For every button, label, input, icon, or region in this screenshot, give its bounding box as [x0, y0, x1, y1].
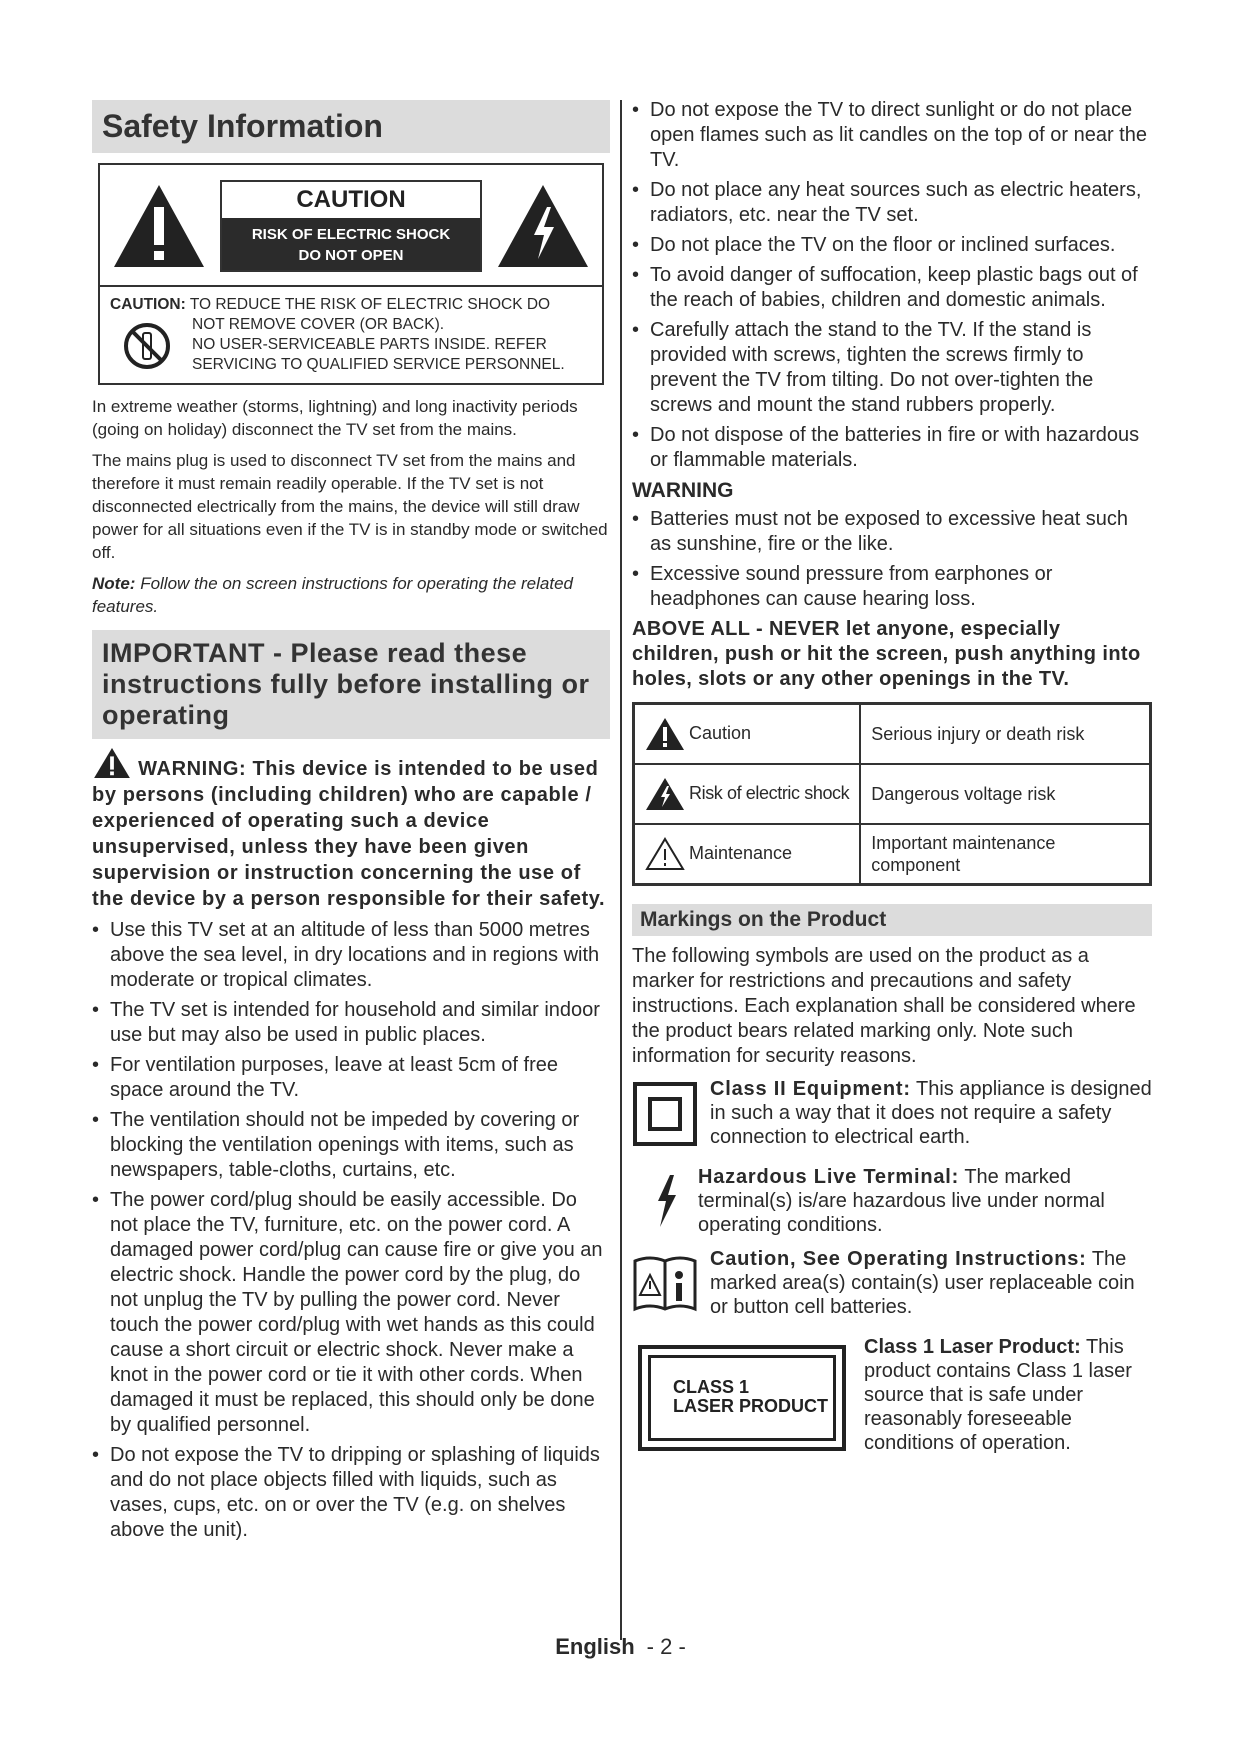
caution-label-box	[98, 163, 604, 385]
table-row	[634, 704, 1151, 765]
symbol-name: Caution	[689, 722, 752, 743]
laser-label-line: CLASS 1	[673, 1377, 750, 1397]
table-row	[634, 824, 1151, 885]
symbol-meaning: Serious injury or death risk	[860, 704, 1150, 765]
footer-language: English	[555, 1634, 635, 1659]
weather-paragraph: In extreme weather (storms, lightning) and long inactivity periods (going on holiday) disconnect the TV set from the mains.	[92, 397, 578, 439]
left-column	[92, 100, 610, 1548]
column-divider	[620, 100, 622, 1640]
caution-heading: CAUTION	[296, 186, 406, 213]
warning-paragraph	[92, 747, 610, 912]
warning-triangle-icon	[92, 747, 132, 779]
note-text: Follow the on screen instructions for operating the related features.	[92, 574, 573, 616]
symbol-meaning: Important maintenance component	[860, 824, 1150, 885]
symbol-name: Risk of electric shock	[689, 782, 850, 803]
marking-see-instructions	[632, 1247, 1152, 1327]
no-service-icon	[122, 321, 172, 371]
maintenance-icon	[645, 837, 685, 871]
list-item: • Use this TV set at an altitude of less than 5000 metres above the sea level, in dry locations and in regions with moderate or tropical climates.	[92, 918, 610, 993]
caution-word: CAUTION:	[110, 296, 186, 313]
note-label: Note:	[92, 574, 136, 593]
right-column	[632, 98, 1152, 1455]
list-item: • To avoid danger of suffocation, keep plastic bags out of the reach of babies, children and domestic animals.	[632, 263, 1152, 313]
list-item: • The ventilation should not be impeded by covering or blocking the ventilation openings with items, such as newspapers, table-cloths, curtains, etc.	[92, 1108, 610, 1183]
marking-class-ii	[632, 1077, 1152, 1157]
class-ii-icon	[632, 1081, 698, 1147]
caution-line: NOT REMOVE COVER (OR BACK).	[192, 316, 445, 333]
page-number: - 2 -	[646, 1634, 686, 1659]
caution-line: SERVICING TO QUALIFIED SERVICE PERSONNEL.	[192, 356, 565, 373]
list-item: • Do not expose the TV to direct sunlight or do not place open flames such as lit candles on the top of or near the TV.	[632, 98, 1152, 173]
mains-paragraph: The mains plug is used to disconnect TV set from the mains and therefore it must remain readily operable. If the TV set is not disconnected electrically from the mains, the device will still draw power for all situations even if the TV is in standby mode or switched off.	[92, 451, 608, 562]
list-item: • The TV set is intended for household and similar indoor use but may also be used in public places.	[92, 998, 610, 1048]
laser-text	[864, 1335, 1154, 1455]
symbol-name: Maintenance	[689, 842, 793, 863]
laser-label	[638, 1345, 846, 1451]
table-row	[634, 764, 1151, 824]
do-not-open-text: DO NOT OPEN	[298, 247, 404, 264]
see-instructions-icon	[632, 1253, 698, 1313]
marking-title: Hazardous Live Terminal:	[698, 1166, 960, 1188]
right-bullet-list	[632, 98, 1152, 473]
symbol-meaning: Dangerous voltage risk	[860, 764, 1150, 824]
page-title: Safety Information	[92, 100, 610, 153]
laser-title: Class 1 Laser Product:	[864, 1336, 1081, 1358]
list-item: • Do not place any heat sources such as electric heaters, radiators, etc. near the TV set.	[632, 178, 1152, 228]
markings-heading: Markings on the Product	[632, 904, 1152, 936]
laser-description: This product contains Class 1 laser source that is safe under reasonably foreseeable conditions of operation.	[864, 1336, 1132, 1454]
warning-heading: WARNING	[632, 479, 734, 502]
above-all-paragraph: ABOVE ALL - NEVER let anyone, especially children, push or hit the screen, push anything into holes, slots or any other openings in the TV.	[632, 618, 1141, 690]
marking-text: This appliance is designed in such a way that it does not require a safety connection to electrical earth.	[710, 1078, 1152, 1148]
risk-shock-text: RISK OF ELECTRIC SHOCK	[251, 226, 451, 243]
list-item: • Do not place the TV on the floor or inclined surfaces.	[632, 233, 1152, 258]
marking-title: Class II Equipment:	[710, 1078, 911, 1100]
list-item: • Excessive sound pressure from earphones or headphones can cause hearing loss.	[632, 562, 1152, 612]
list-item: • Carefully attach the stand to the TV. If the stand is provided with screws, tighten the screws firmly to prevent the TV from tilting. Do not over-tighten the screws and mount the stand rubbers properly.	[632, 318, 1152, 418]
marking-hazardous-live	[632, 1165, 1152, 1239]
list-item: • The power cord/plug should be easily accessible. Do not place the TV, furniture, etc. on the power cord. A damaged power cord/plug can cause fire or give you an electric shock. Handle the power cord by the plug, do not unplug the TV by pulling the power cord. Never touch the power cord/plug with wet hands as this could cause a short circuit or electric shock. Never make a knot in the power cord or tie it with other cords. When damaged it must be replaced, this should only be done by qualified personnel.	[92, 1188, 610, 1438]
important-heading: IMPORTANT - Please read these instructions fully before installing or operating	[92, 630, 610, 739]
note-paragraph	[92, 572, 610, 618]
list-item: • Do not dispose of the batteries in fire or with hazardous or flammable materials.	[632, 423, 1152, 473]
marking-text: The marked terminal(s) is/are hazardous live under normal operating conditions.	[698, 1166, 1105, 1236]
list-item: • For ventilation purposes, leave at least 5cm of free space around the TV.	[92, 1053, 610, 1103]
warning-triangle-icon	[112, 183, 206, 269]
markings-intro: The following symbols are used on the product as a marker for restrictions and precautions and safety instructions. Each explanation shall be considered where the product bears related marking only. Note such information for security reasons.	[632, 945, 1136, 1067]
lightning-icon	[646, 1173, 686, 1229]
list-item: • Batteries must not be exposed to excessive heat such as sunshine, fire or the like.	[632, 507, 1152, 557]
laser-section	[632, 1335, 1152, 1455]
page-footer	[0, 1634, 1241, 1660]
symbol-table	[632, 702, 1152, 886]
warning-bullet-list	[632, 507, 1152, 612]
caution-triangle-icon	[645, 717, 685, 751]
caution-line: NO USER-SERVICEABLE PARTS INSIDE. REFER	[192, 336, 547, 353]
caution-line: TO REDUCE THE RISK OF ELECTRIC SHOCK DO	[189, 296, 551, 313]
electric-shock-icon	[645, 777, 685, 811]
marking-text: The marked area(s) contain(s) user replaceable coin or button cell batteries.	[710, 1248, 1135, 1318]
left-bullet-list	[92, 918, 610, 1543]
laser-label-line: LASER PRODUCT	[673, 1396, 829, 1416]
warning-text: WARNING: This device is intended to be used by persons (including children) who are capable / experienced of operating such a device unsupervised, unless they have been given supervision or instruction concerning the use of the device by a person responsible for their safety.	[92, 758, 606, 910]
marking-title: Caution, See Operating Instructions:	[710, 1248, 1087, 1270]
caution-label	[220, 180, 482, 272]
list-item: • Do not expose the TV to dripping or splashing of liquids and do not place objects filled with liquids, such as vases, cups, etc. on or over the TV (e.g. on shelves above the unit).	[92, 1443, 610, 1543]
electric-shock-icon	[496, 183, 590, 269]
